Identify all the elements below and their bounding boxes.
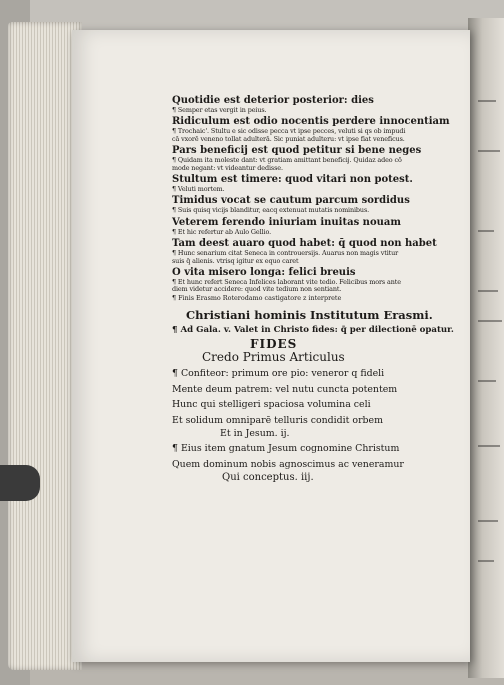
page-text-block (172, 92, 462, 483)
proverb-commentary: ¶ Et hunc refert Seneca Infelices laborant vite tedio. Felicibus mors ante (172, 278, 401, 287)
proverb-commentary: ¶ Quidam ita moleste dant: vt gratiam amittant beneficij. Quidaz adeo cō (172, 156, 402, 165)
book-page-edges (8, 22, 82, 670)
proverb-commentary: diem videtur accidere: quod vite tedium non sentiant. (172, 285, 342, 294)
proverb-heading: Stultum est timere: quod vitari non potest. (172, 174, 413, 186)
article-marker: Qui conceptus. iij. (222, 472, 314, 484)
verse-line: Et solidum omniparē telluris condidit orbem (172, 414, 383, 426)
proverb-heading: Tam deest auaro quod habet: q̄ quod non habet (172, 238, 437, 250)
proverb-commentary: ¶ Et hic refertur ab Aulo Gellio. (172, 227, 272, 236)
proverb-commentary: mode negant: vt videantur dedisse. (172, 163, 283, 172)
section-title: Christiani hominis Institutum Erasmi. (186, 308, 433, 323)
thumb-holding-book (0, 465, 40, 501)
verse-line: ¶ Confiteor: primum ore pio: veneror q fideli (172, 368, 385, 380)
epigraph-line: ¶ Ad Gala. v. Valet in Christo fides: q̄ per dilectionē opatur. (172, 324, 454, 335)
fides-heading: FIDES (250, 337, 298, 352)
credo-heading: Credo Primus Articulus (202, 350, 345, 365)
proverb-heading: Timidus vocat se cautum parcum sordidus (172, 195, 410, 207)
proverb-commentary: ¶ Veluti mortem. (172, 185, 225, 194)
verse-line: Quem dominum nobis agnoscimus ac veneramur (172, 458, 404, 470)
proverb-commentary: ¶ Semper etas vergit in peius. (172, 106, 267, 114)
verse-line: Hunc qui stelligeri spaciosa volumina celi (172, 399, 371, 411)
proverb-heading: Veterem ferendo iniuriam inuitas nouam (172, 216, 401, 228)
verse-line: ¶ Eius item gnatum Jesum cognomine Christum (172, 443, 400, 455)
proverb-commentary: ¶ Trochaic'. Stultu e sic odisse pecca vt ipse pecces, veluti si qs ob impudi (172, 127, 406, 136)
facing-page-text-fragments (474, 0, 504, 685)
verse-line: Mente deum patrem: vel nutu cuncta potentem (172, 383, 398, 395)
proverb-commentary: ¶ Suis quisq vicijs blanditur, eacq extenuat mutatis nominibus. (172, 206, 370, 215)
proverb-commentary: suis q̄ alienis. vtrisq igitur ex equo caret (172, 256, 299, 265)
proverb-heading: Quotidie est deterior posterior: dies (172, 95, 374, 106)
colophon-line: ¶ Finis Erasmo Roterodamo castigatore z interprete (172, 293, 342, 302)
proverb-heading: O vita misero longa: felici breuis (172, 267, 356, 279)
proverb-commentary: ¶ Hunc senarium citat Seneca in controuersijs. Auarus non magis vtitur (172, 249, 399, 258)
proverb-heading: Pars beneficij est quod petitur si bene neges (172, 145, 422, 157)
proverb-heading: Ridiculum est odio nocentis perdere innocentiam (172, 116, 450, 128)
article-marker: Et in Jesum. ij. (220, 428, 290, 439)
proverb-commentary: cā vxorē veneno tollat adulterā. Sic puniat adulteru: vt ipse fiat veneficus. (172, 134, 405, 143)
